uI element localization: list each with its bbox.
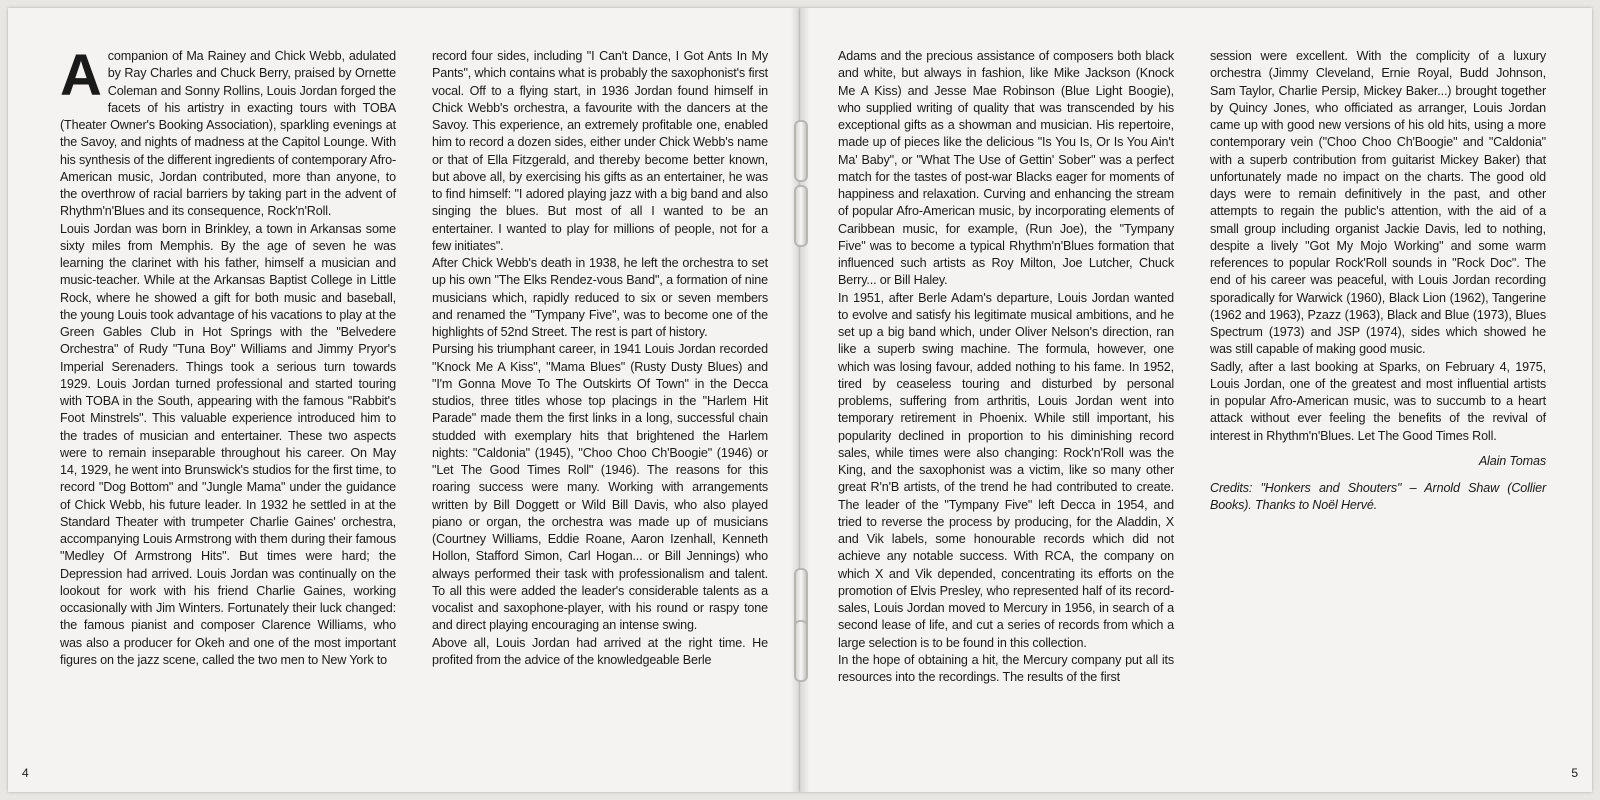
- paragraph: Adams and the precious assistance of composers both black and white, but always in fashion, like Mike Jackson (Knock Me A Kiss) and Jesse Mae Robinson (Blue Light Boogie), who supplied writing of quality that was transcended by his exceptional gifts as a showman and musician. His repertoire, made up of pieces like the delicious "Is You Is, Or Is You Ain't Ma' Baby", or "What The Use of Gettin' Sober" was a perfect match for the tastes of post-war Blacks eager for moments of happiness and relaxation. Curving and enhancing the stream of popular Afro-American music, by incorporating elements of Caribbean music, for example, (Run Joe), the "Tympany Five" was to become a typical Rhythm'n'Blues formation that influenced such artists as Roy Milton, Joe Lutcher, Chuck Berry... or Bill Haley.: [838, 49, 1174, 288]
- paragraph: session were excellent. With the complicity of a luxury orchestra (Jimmy Cleveland, Ernie Royal, Budd Johnson, Sam Taylor, Charlie Persip, Mickey Baker...) brought together by Quincy Jones, who officiated as arranger, Louis Jordan came up with good new versions of his old hits, using a more contemporary vein ("Choo Choo Ch'Boogie" and "Caldonia" with a superb contribution from guitarist Mickey Baker) that unfortunately made no impact on the charts. The good old days were to remain definitively in the past, and other attempts to regain the public's attention, with the aid of a small group including organist Jackie Davis, led to nothing, despite a lively "Got My Mojo Working" and some warm references to popular Rock'Roll sounds in "Rock Doc". The end of his career was peaceful, with Louis Jordan recording sporadically for Warwick (1960), Black Lion (1962), Tangerine (1962 and 1963), Pzazz (1963), Black and Blue (1973), Blues Spectrum (1973) and JSP (1974), sides which showed he was still capable of making good music.: [1210, 49, 1546, 357]
- credits-note: Credits: "Honkers and Shouters" – Arnold Shaw (Collier Books). Thanks to Noël Hervé.: [1210, 481, 1546, 513]
- staple: [794, 185, 808, 247]
- right-column-2: [1210, 48, 1546, 515]
- right-column-1: [838, 48, 1174, 686]
- paragraph: Pursing his triumphant career, in 1941 Louis Jordan recorded "Knock Me A Kiss", "Mama Blues" (Rusty Dusty Blues) and "I'm Gonna Move To The Outskirts Of Town" in the Decca studios, three titles whose top placings in the "Harlem Hit Parade" made them the first links in a long, successful chain studded with exemplary hits that brightened the Harlem nights: "Caldonia" (1945), "Choo Choo Ch'Boogie" (1946) or "Let The Good Times Roll" (1946). The reasons for this roaring success were many. Working with arrangements written by Bill Doggett or Wild Bill Davis, who also played piano or organ, the orchestra was made up of musicians (Courtney Williams, Eddie Roane, Aaron Izenhall, Kenneth Hollon, Stafford Simon, Carl Hogan... or Bill Jennings) who always performed their task with professionalism and talent. To all this were added the leader's considerable talents as a vocalist and saxophone-player, with his round or raspy tone and direct playing encouraging an intense swing.: [432, 342, 768, 633]
- paragraph: Louis Jordan was born in Brinkley, a town in Arkansas some sixty miles from Memphis. By the age of seven he was learning the clarinet with his father, himself a musician and music-teacher. While at the Arkansas Baptist College in Little Rock, where he showed a gift for both music and baseball, the young Louis took advantage of his vacations to play at the Green Gables Club in Hot Springs with the "Belvedere Orchestra" of Rudy "Tuna Boy" Williams and Jimmy Pryor's Imperial Serenaders. Things took a serious turn towards 1929. Louis Jordan turned professional and started touring with TOBA in the South, appearing with the famous "Rabbit's Foot Minstrels". This valuable experience introduced him to the trades of musician and entertainer. These two aspects were to remain inseparable throughout his career. On May 14, 1929, he went into Brunswick's studios for the first time, to record "Dog Bottom" and "Jungle Mama" under the guidance of Chick Webb, his future leader. In 1932 he settled in at the Standard Theater with trumpeter Charlie Gaines' orchestra, accompanying Louis Armstrong with them during their famous "Medley Of Armstrong Hits". But times were hard; the Depression had arrived. Louis Jordan was continually on the lookout for work with his friend Charlie Gaines, working occasionally with Jim Winters. Fortunately their luck changed: the famous pianist and composer Clarence Williams, who was also a producer for Okeh and one of the most important figures on the jazz scene, called the two men to New York to: [60, 221, 396, 667]
- staple: [794, 120, 808, 182]
- paragraph: Above all, Louis Jordan had arrived at the right time. He profited from the advice of the knowledgeable Berle: [432, 635, 768, 667]
- left-column-2: [432, 48, 768, 669]
- right-page: [800, 8, 1592, 792]
- paragraph: Sadly, after a last booking at Sparks, on February 4, 1975, Louis Jordan, one of the greatest and most influential artists in popular Afro-American music, was to succumb to a heart attack without ever feeling the benefits of the revival of interest in Rhythm'n'Blues. Let The Good Times Roll.: [1210, 359, 1546, 443]
- left-page: [8, 8, 800, 792]
- paragraph: In 1951, after Berle Adam's departure, Louis Jordan wanted to evolve and satisfy his legitimate musical ambitions, and he set up a big band which, under Oliver Nelson's direction, ran like a superb swing machine. The formula, however, one which was losing favour, added nothing to his fame. In 1952, tired by ceaseless touring and disturbed by personal problems, suffering from arthritis, Louis Jordan went into temporary retirement in Phoenix. While still important, his popularity declined in proportion to his diminishing record sales, while times were also changing: Rock'n'Roll was the King, and the saxophonist was a victim, like so many other great R'n'B artists, of the trend he had contributed to create. The leader of the "Tympany Five" left Decca in 1954, and tried to reverse the process by producing, for the Aladdin, X and Vik labels, some honourable records which did not achieve any notable success. With RCA, the company on which X and Vik depended, concentrating its efforts on the promotion of Elvis Presley, who represented half of its record-sales, Louis Jordan moved to Mercury in 1956, in search of a second lease of life, and cut a series of records from which a large selection is to be found in this collection.: [838, 290, 1174, 650]
- page-number-left: 4: [22, 766, 29, 780]
- paragraph: After Chick Webb's death in 1938, he left the orchestra to set up his own "The Elks Rendez-vous Band", a formation of nine musicians which, rapidly reduced to six or seven members and renamed the "Tympany Five", was to become one of the highlights of 52nd Street. The rest is part of history.: [432, 256, 768, 339]
- paragraph-text: companion of Ma Rainey and Chick Webb, adulated by Ray Charles and Chuck Berry, praised by Ornette Coleman and Sonny Rollins, Louis Jordan forged the facets of his artistry in exacting tours with TOBA (Theater Owner's Booking Association), sparkling evenings at the Savoy, and nights of madness at the Capitol Lounge. With his synthesis of the different ingredients of contemporary Afro-American music, Jordan contributed, more than anyone, to the overthrow of racial barriers by taking part in the advent of Rhythm'n'Blues and its consequence, Rock'n'Roll.: [60, 49, 396, 219]
- drop-cap: A: [60, 43, 102, 108]
- author-signature: Alain Tomas: [1478, 453, 1546, 468]
- paragraph: [60, 43, 396, 221]
- page-number-right: 5: [1571, 766, 1578, 780]
- left-column-1: [60, 43, 396, 669]
- paragraph: In the hope of obtaining a hit, the Mercury company put all its resources into the recordings. The results of the first: [838, 652, 1174, 684]
- staple: [794, 620, 808, 682]
- paragraph: record four sides, including "I Can't Dance, I Got Ants In My Pants", which contains what is probably the saxophonist's first vocal. Off to a flying start, in 1936 Jordan found himself in Chick Webb's orchestra, a favourite with the dancers at the Savoy. This experience, an extremely profitable one, enabled him to record a dozen sides, either under Chick Webb's name or that of Ella Fitzgerald, and thereby become better known, but above all, by exercising his gifts as an entertainer, he was to find himself: "I adored playing jazz with a big band and also singing the blues. But most of all I wanted to be an entertainer. I wanted to play for millions of people, not for a few initiates".: [432, 49, 768, 253]
